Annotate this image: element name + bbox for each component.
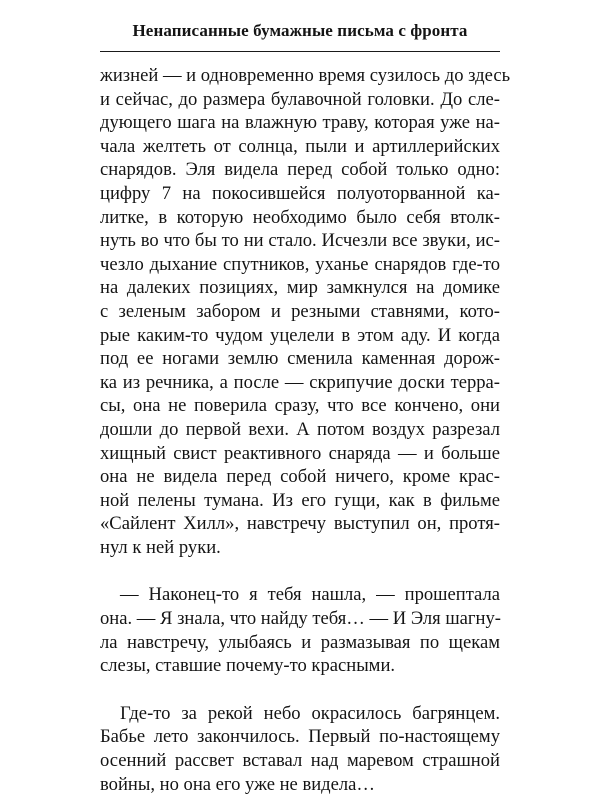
paragraph-gap	[100, 678, 500, 702]
text-line: ка из речника, а после — скрипучие доски терра-	[100, 371, 500, 393]
body-text	[100, 64, 511, 796]
paragraph-gap	[100, 559, 500, 583]
text-line: дующего шага на влажную траву, которая уже на-	[100, 112, 500, 134]
text-line: Где-то за рекой небо окрасилось багрянцем.	[120, 702, 500, 724]
text-line: литке, в которую необходимо было себя втолк-	[100, 206, 500, 228]
header-rule	[100, 51, 500, 52]
text-line: ла навстречу, улыбаясь и размазывая по щекам	[100, 631, 500, 653]
text-line: она не видела перед собой ничего, кроме крас-	[100, 466, 500, 488]
text-line: сы, она не поверила сразу, что все кончено, они	[100, 395, 500, 417]
text-line: Бабье лето закончилось. Первый по-настоящему	[100, 726, 500, 748]
text-line: нул к ней руки.	[100, 536, 221, 558]
text-line: осенний рассвет вставал над маревом страшной	[100, 750, 500, 772]
text-line: ной пелены тумана. Из его гущи, как в фильме	[100, 489, 500, 511]
text-line: рые каким-то чудом уцелели в этом аду. И когда	[100, 324, 500, 346]
text-line: дошли до первой вехи. А потом воздух разрезал	[100, 418, 500, 440]
text-line: — Наконец-то я тебя нашла, — прошептала	[120, 584, 500, 606]
text-line: хищный свист реактивного снаряда — и больше	[100, 442, 500, 464]
text-line: чезло дыхание спутников, уханье снарядов где-то	[100, 253, 500, 275]
paragraph-2	[100, 583, 500, 677]
text-line: на далеких позициях, мир замкнулся на домике	[100, 277, 500, 299]
text-line: войны, но она его уже не видела…	[100, 773, 376, 795]
text-line: чала желтеть от солнца, пыли и артиллерийских	[100, 135, 500, 157]
text-line: цифру 7 на покосившейся полуоторванной ка-	[100, 182, 500, 204]
text-line: с зеленым забором и резными ставнями, кото-	[100, 300, 500, 322]
running-header: Ненаписанные бумажные письма с фронта	[132, 21, 468, 40]
text-line: слезы, ставшие почему-то красными.	[100, 655, 396, 677]
text-line: «Сайлент Хилл», навстречу выступил он, протя-	[100, 513, 500, 535]
text-line: нуть во что бы то ни стало. Исчезли все звуки, ис-	[100, 230, 500, 252]
text-line: она. — Я знала, что найду тебя… — И Эля шагну-	[100, 608, 502, 630]
text-line: жизней — и одновременно время сузилось до здесь	[100, 65, 511, 86]
text-line: и сейчас, до размера булавочной головки. До сле-	[100, 88, 500, 110]
text-line: снарядов. Эля видела перед собой только одно:	[100, 159, 500, 181]
paragraph-1	[100, 64, 511, 559]
text-line: под ее ногами землю сменила каменная дорож-	[100, 348, 500, 370]
paragraph-3	[100, 702, 500, 796]
